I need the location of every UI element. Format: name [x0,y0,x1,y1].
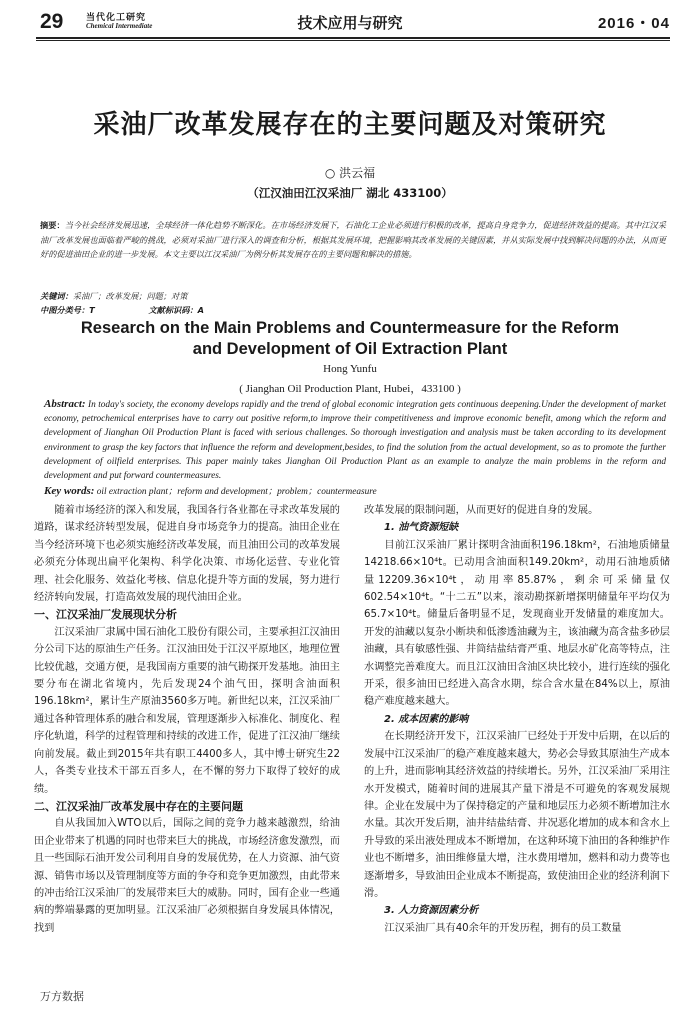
title-en-line1: Research on the Main Problems and Countermeasure for the Reform [80,319,620,337]
abstract-en-label: Abstract [44,398,82,410]
title-cn: 采油厂改革发展存在的主要问题及对策研究 [93,110,607,140]
doc-code-label: 文献标识码： [148,305,198,315]
affiliation-cn: （江汉油田江汉采油厂 湖北 433100） [247,186,453,200]
keywords-cn-label: 关键词： [40,291,73,301]
paragraph: 随着市场经济的深入和发展，我国各行各业都在寻求改革发展的道路，谋求经济转型发展，促进自身市场竞争力的提高。油田企业在当今经济环境下也必须实施经济改革发展，而且油田公司的改革发展必须充分体现出扁平化架构、科学化决策、市场化运营、专业化管理、社会化服务、效益化考核、信息化提升等方面的发展，努力进行经济转向发展，打造高效发展的现代油田企业。 [34,505,340,604]
affiliation-en: ( Jianghan Oil Production Plant, Hubei，433100 ) [239,383,461,395]
title-en-line2: and Development of Oil Extraction Plant [192,340,508,358]
keywords-cn-text: 采油厂；改革发展；问题；对策 [72,291,188,301]
body-right-column [364,502,670,937]
body-left-column [34,502,340,937]
paragraph: 目前江汉采油厂累计探明含油面积196.18km²，石油地质储量14218.66×10⁴t。已动用含油面积149.20km²，动用石油地质储量12209.36×10⁴t，动用率85.87%，剩余可采储量仅602.54×10⁴t。“十二五”以来，滚动勘探新增探明储量年平均仅为65.7×10⁴t。储量后备明显不足，发现商业开发储量的难度加大。开发的油藏以复杂小断块和低渗透油藏为主，该油藏为高含盐多砂层油藏，具有敏感性强、井筒结盐结膏严重、地层水矿化高等特点，注水调整完善难度大。而且江汉油田含油区块比较小，进行连续的强化开采，很多油田已经进入高含水期，综合含水量在84%以上，原油稳产难度越来越大。 [364,539,670,708]
abstract-cn [40,218,666,262]
subsection-heading-2: 2. 成本因素的影响 [384,713,469,725]
section-title: 技术应用与研究 [297,14,403,32]
keywords-cn [40,291,187,302]
author-cn: ○ 洪云福 [324,166,376,180]
abstract-cn-label: 摘要： [40,220,65,230]
journal-name-cn: 当代化工研究 [86,13,147,23]
author-en: Hong Yunfu [323,363,377,375]
abstract-en: Abstract: In today's society, the economy develops rapidly and the trend of global economic integration gets continuous deepening.Under the development of market economy, petrochemical enterprises have to carry out positive reform,to improve their competitiveness and improve economic benefit, among which the reform and development of Jianghan Oil Production Plant is faced with serious challenges. So thorough investigation and analysis must be taken according to its development environment to grasp the key factors that influence the reform and development,besides, to find the solution from the actual development, so as to promote the further development of oilfield enterprises. This paper mainly takes Jianghan Oil Production Plant as an example to analyze the main problems in the reform and development and put forward countermeasures. [44,398,666,482]
journal-name-en: Chemical Intermediate [86,22,153,30]
header-rule [36,37,670,41]
paragraph: 在长期经济开发下，江汉采油厂已经处于开发中后期，在以后的发展中江汉采油厂的稳产难度越来越大，势必会导致其原油生产成本的上升，进而影响其经济效益的持续增长。另外，江汉采油厂采用注水开发模式，随着时间的进展其产量下滑是不可避免的客观发展规律。企业在发展中为了保持稳定的产量和地层压力必须不断增加注水水量。其次开发后期，油井结盐结膏、井况恶化增加的成本和含水上升导致的采出液处理成本不断增加，在这种环境下油田的各种维护作业也不断增多，油田维修量大增，注水费用增加，燃料和动力费等也逐渐增多，导致油田企业成本不断提高，致使油田企业的经济利润下滑。 [364,731,670,899]
issue-date: 2016・04 [597,15,670,32]
footer-watermark: 万方数据 [40,990,84,1003]
classification-value: T [89,305,95,315]
section-heading-1: 一、江汉采油厂发展现状分析 [34,608,177,622]
paragraph: 改革发展的限制问题，从而更好的促进自身的发展。 [364,505,599,516]
paragraph: 自从我国加入WTO以后，国际之间的竞争力越来越激烈，给油田企业带来了机遇的同时也带来巨大的挑战，市场经济愈发激烈，而且一些国际石油开发公司利用自身的发展优势，在人力资源、油气资源、销售市场以及管理制度等方面的争夺和竞争更加激烈，由此带来的冲击给江汉采油厂的发展带来巨大的威胁。同时，国有企业一些通病的弊端暴露的更加明显。江汉采油厂必须根据自身发展具体情况，找到 [34,818,340,934]
abstract-cn-text: 当今社会经济发展迅速，全球经济一体化趋势不断深化。在市场经济发展下，石油化工企业必须进行积极的改革，提高自身竞争力，促进经济效益的提高。其中江汉采油厂改革发展也面临着严峻的挑战，必须对采油厂进行深入的调查和分析，根据其发展环境，把握影响其改革发展的关键因素，并从实际发展中找到解决问题的办法，从而更好的促进油田企业的进一步发展。本文主要以江汉采油厂为例分析其发展存在的主要问题和解决的措施。 [40,220,666,259]
abstract-en-text: In today's society, the economy develops rapidly and the trend of global economic integration gets continuous deepening.Under the development of market economy, petrochemical enterprises have to carry out positive reform,to improve their competitiveness and improve economic benefit, among which the reform and development of Jianghan Oil Production Plant is faced with serious challenges. So thorough investigation and analysis must be taken according to its development environment to grasp the key factors that influence the reform and development,besides, to find the solution from the actual development, so as to promote the further development of oilfield enterprises. This paper mainly takes Jianghan Oil Production Plant as an example to analyze the main problems in the reform and development and put forward countermeasures. [44,400,666,482]
title-en [0,318,700,360]
classification-cn [40,305,204,316]
subsection-heading-3: 3. 人力资源因素分析 [384,905,479,917]
keywords-en-text: oil extraction plant；reform and development；problem；countermeasure [96,487,377,497]
page-number: 29 [40,10,64,33]
subsection-heading-1: 1. 油气资源短缺 [384,522,459,534]
section-heading-2: 二、江汉采油厂改革发展中存在的主要问题 [34,799,243,813]
doc-code-value: A [197,305,204,315]
keywords-en-label: Key words [44,485,91,497]
classification-label: 中图分类号： [40,305,90,315]
keywords-en: Key words: oil extraction plant；reform and development；problem；countermeasure [44,485,377,497]
paragraph: 江汉采油厂隶属中国石油化工股份有限公司，主要承担江汉油田分公司下达的原油生产任务。江汉油田处于江汉平原地区，地理位置比较优越，交通方便，是我国南方重要的油气勘探开发基地。油田主要分布在湖北省境内，先后发现24个油气田，探明含油面积196.18km²，累计生产原油3560多万吨。新世纪以来，江汉采油厂通过各种管理体系的融合和发展，管理逐渐步入标准化、制度化、程序化轨道，科学的过程管理和持续的改进工作，促进了江汉油厂继续向前发展。截止到2015年共有职工4400多人，其中博士研究生22人，各类专业技术干部五百多人，在不懈的努力下取得了较好的成绩。 [34,626,340,795]
paragraph: 江汉采油厂具有40余年的开发历程，拥有的员工数量 [384,922,622,934]
